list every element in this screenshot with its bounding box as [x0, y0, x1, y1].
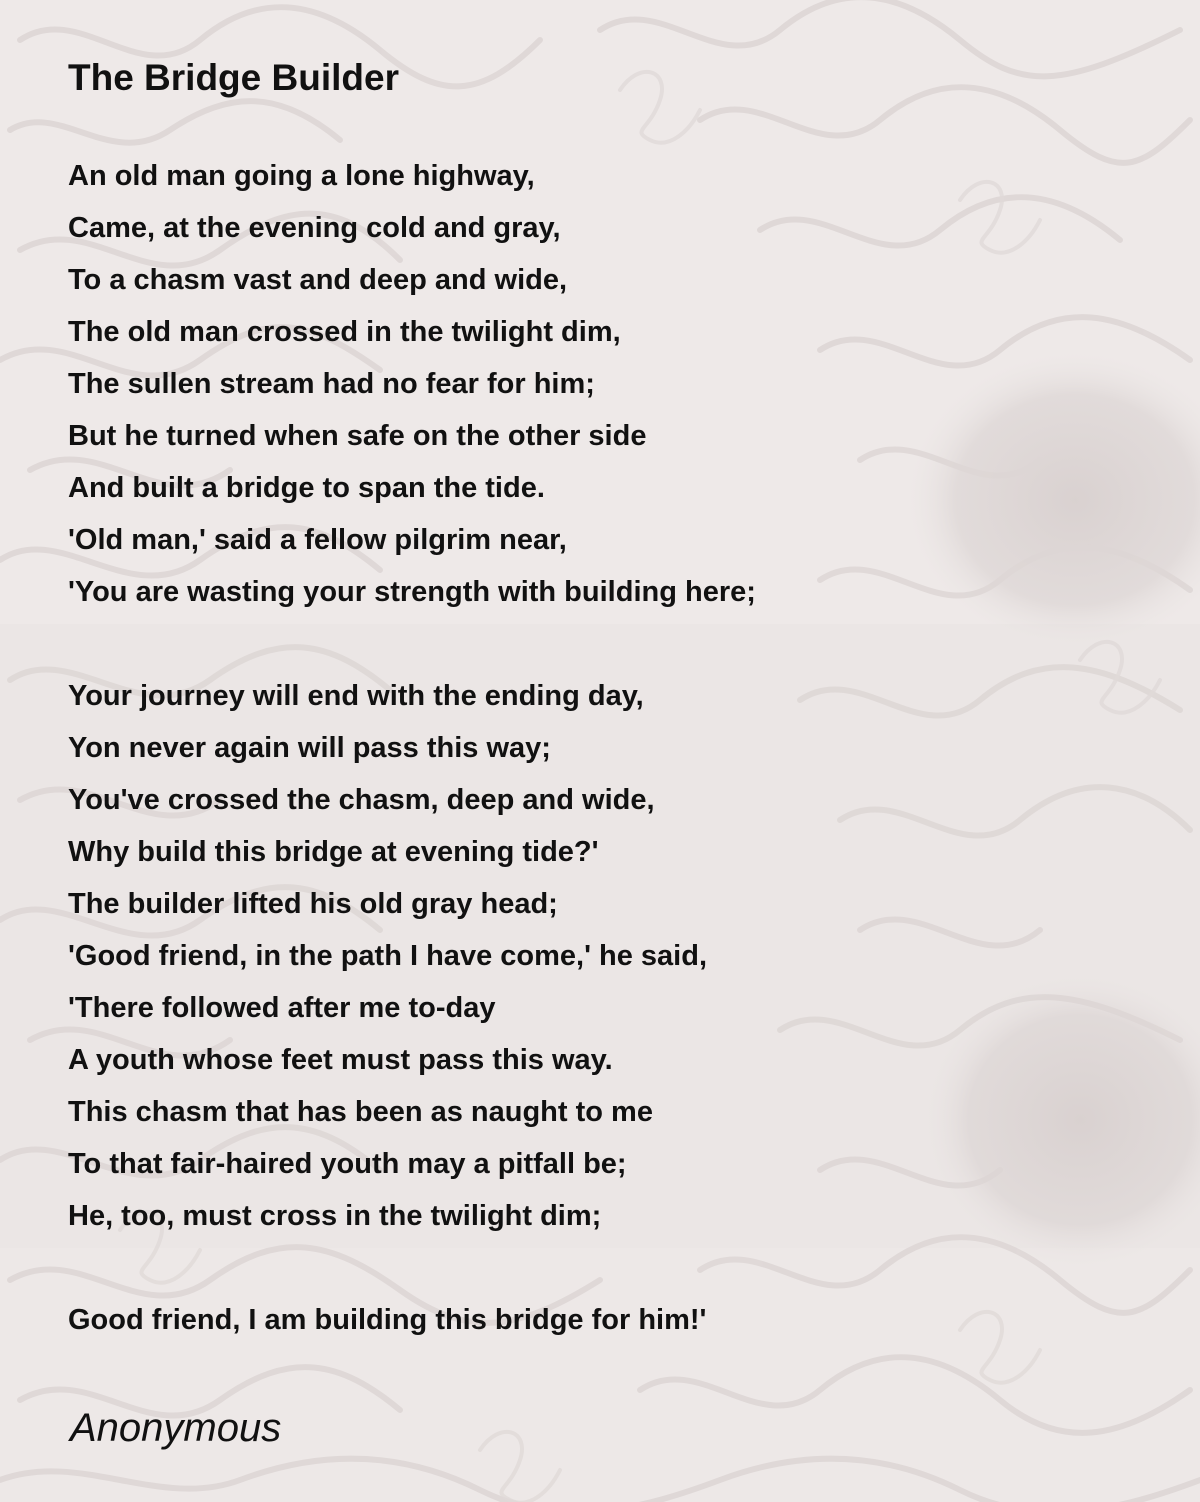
poem-line: Why build this bridge at evening tide?' [68, 836, 599, 868]
poem-line: You've crossed the chasm, deep and wide, [68, 784, 655, 816]
poem-line: Came, at the evening cold and gray, [68, 212, 561, 244]
poem-line: 'Good friend, in the path I have come,' he said, [68, 940, 708, 972]
poem-author: Anonymous [70, 1406, 282, 1450]
poem-line: The builder lifted his old gray head; [68, 888, 558, 920]
poem-title: The Bridge Builder [68, 57, 399, 98]
stanza-3 [68, 1294, 706, 1346]
poem-line: To a chasm vast and deep and wide, [68, 264, 568, 296]
poem-line: The old man crossed in the twilight dim, [68, 316, 621, 348]
poem-line: An old man going a lone highway, [68, 160, 535, 192]
poem-line: This chasm that has been as naught to me [68, 1096, 653, 1128]
poem-line: But he turned when safe on the other side [68, 420, 647, 452]
poem-line: Your journey will end with the ending day, [68, 680, 644, 712]
poem-line: And built a bridge to span the tide. [68, 472, 545, 504]
stanza-2 [68, 670, 707, 1242]
poem-line: 'You are wasting your strength with building here; [68, 576, 756, 608]
poem-line: 'There followed after me to-day [68, 992, 496, 1024]
poem-line: A youth whose feet must pass this way. [68, 1044, 613, 1076]
poem-line: To that fair-haired youth may a pitfall be; [68, 1148, 627, 1180]
poem-line: 'Old man,' said a fellow pilgrim near, [68, 524, 567, 556]
poem-line: The sullen stream had no fear for him; [68, 368, 595, 400]
poem-line: He, too, must cross in the twilight dim; [68, 1200, 602, 1232]
poem-line: Good friend, I am building this bridge for him!' [68, 1304, 707, 1336]
stanza-1 [68, 150, 756, 618]
poem-line: Yon never again will pass this way; [68, 732, 551, 764]
